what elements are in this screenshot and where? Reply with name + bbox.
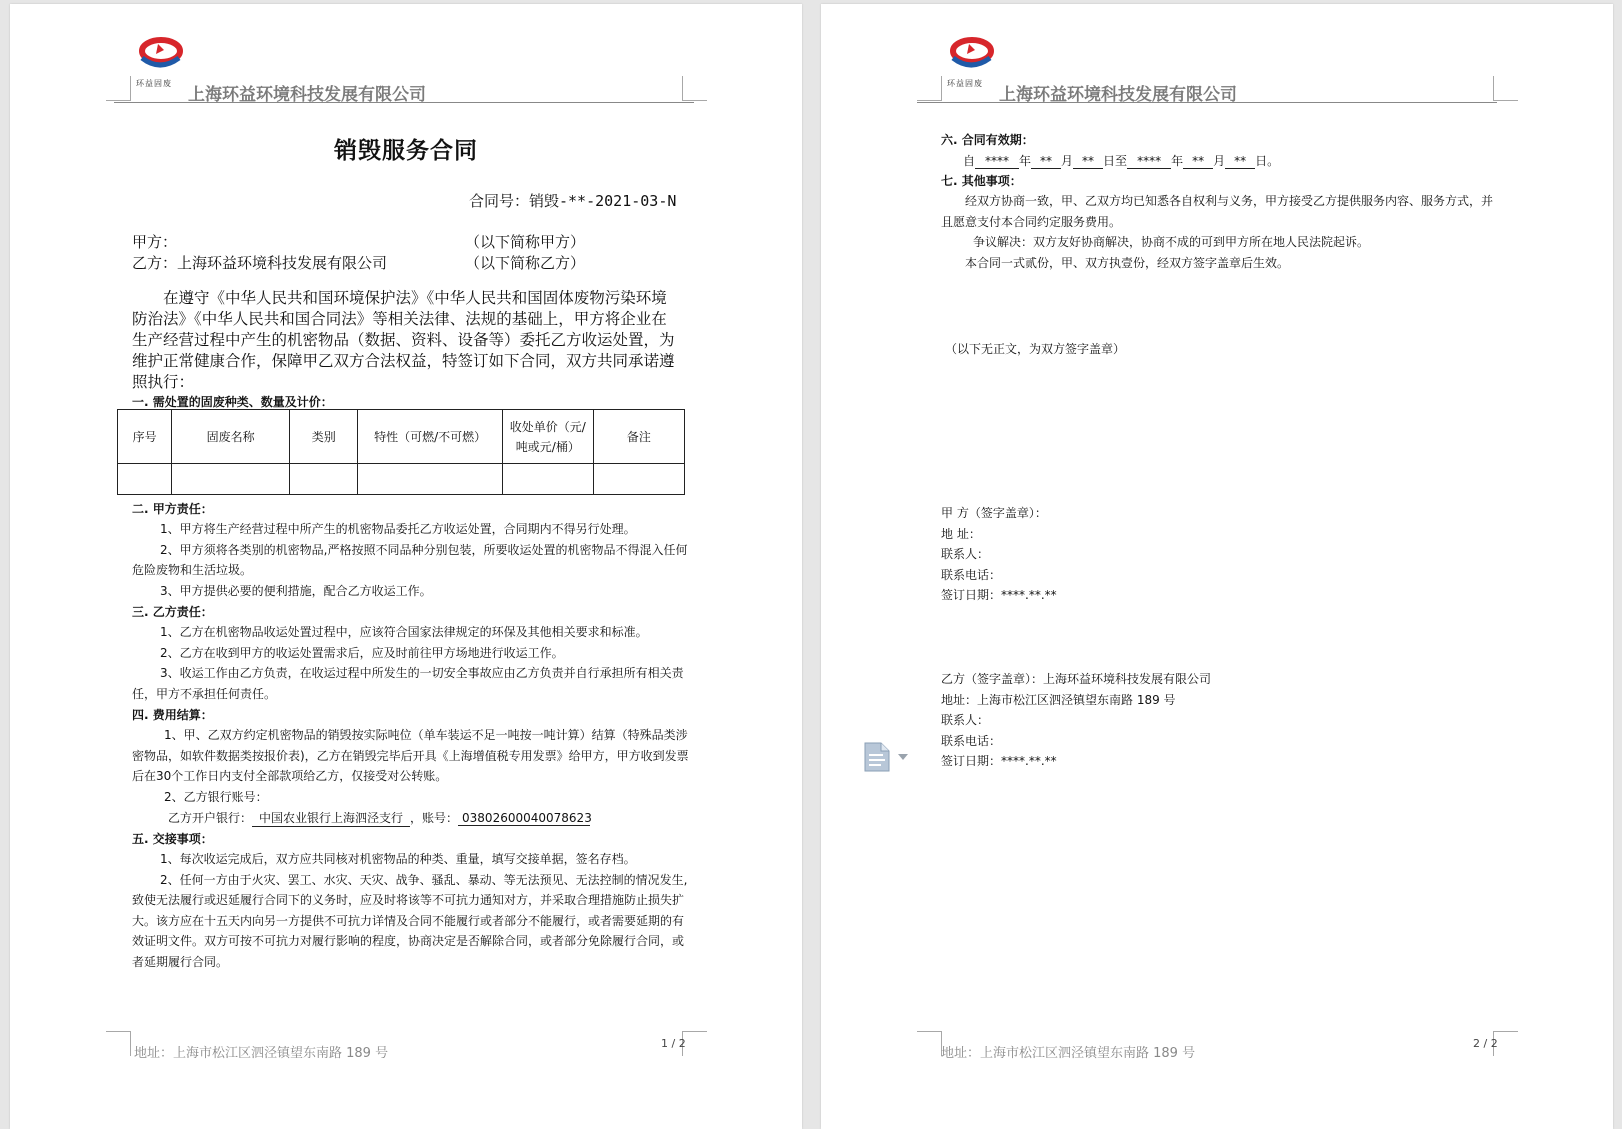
- validity-period: [963, 152, 1279, 169]
- section-2-body: [132, 519, 694, 601]
- contract-number: 合同号：销毁-**-2021-03-N: [469, 192, 677, 210]
- table-cell[interactable]: [172, 464, 290, 495]
- body-line: 危险废物和生活垃圾。: [132, 563, 253, 577]
- party-a-note: （以下简称甲方）: [465, 233, 586, 251]
- body-line: 3、收运工作由乙方负责，在收运过程中所发生的一切安全事故应由乙方负责并自行承担所有相关责: [160, 666, 684, 680]
- body-line: 1、每次收运完成后，双方应共同核对机密物品的种类、重量，填写交接单据，签名存档。: [160, 852, 636, 866]
- intro-line: 防治法》《中华人民共和国合同法》等相关法律、法规的基础上，甲方将企业在: [132, 310, 667, 328]
- signature-line: 地 址：: [941, 526, 981, 541]
- body-line: 2、乙方银行账号：: [164, 789, 268, 804]
- bank-label: 乙方开户银行：: [168, 811, 253, 825]
- document-title: 销毁服务合同: [334, 138, 478, 164]
- party-a-label: 甲方：: [132, 233, 178, 251]
- bank-info-line: [168, 809, 590, 827]
- validity-end: 日。: [1255, 154, 1280, 168]
- col-header-waste-name: 固废名称: [172, 410, 290, 464]
- signature-line: 联系人：: [941, 713, 990, 727]
- waste-fee-table: [117, 409, 685, 495]
- body-line: 经双方协商一致，甲、乙双方均已知悉各自权利与义务，甲方接受乙方提供服务内容、服务方式，并: [965, 194, 1494, 208]
- corner-mark: [917, 1031, 942, 1056]
- body-line: 2、甲方须将各类别的机密物品,严格按照不同品种分别包装，所要收运处置的机密物品不得混入任何: [160, 542, 688, 557]
- paste-options-dropdown-icon[interactable]: [898, 754, 908, 760]
- section-3-body: [132, 622, 694, 704]
- signature-line: 地址：上海市松江区泗泾镇望东南路 189 号: [941, 692, 1176, 707]
- header-rule: [917, 102, 1497, 103]
- validity-from: 自: [963, 154, 976, 168]
- logo-caption: 环益固废: [136, 79, 172, 88]
- col-header-category: 类别: [289, 410, 358, 464]
- start-year: ****: [975, 154, 1019, 169]
- corner-mark: [106, 1031, 131, 1056]
- body-line: 密物品，如软件数据类按报价表)，乙方在销毁完毕后开具《上海增值税专用发票》给甲方，甲方收到发票: [132, 748, 689, 763]
- section-4-body: [132, 725, 694, 807]
- account-number: 03802600040078623: [458, 811, 590, 826]
- body-line: 1、乙方在机密物品收运处置过程中，应该符合国家法律规定的环保及其他相关要求和标准。: [160, 625, 648, 639]
- start-day: **: [1073, 154, 1103, 169]
- validity-to: 日至: [1103, 154, 1128, 168]
- corner-mark: [682, 1031, 707, 1056]
- signature-line: 联系电话：: [941, 733, 1002, 748]
- no-more-text-note: （以下无正文，为双方签字盖章）: [945, 342, 1126, 356]
- body-line: 大。该方应在十五天内向另一方提供不可抗力详情及合同不能履行或者部分不能履行，或者需要延期的有: [132, 913, 685, 928]
- corner-mark: [917, 76, 942, 101]
- intro-line: 照执行：: [132, 373, 195, 391]
- section-7-body: [941, 191, 1497, 273]
- corner-mark: [682, 76, 707, 101]
- section-4-heading: 四. 费用结算：: [132, 708, 213, 722]
- body-line: 任，甲方不承担任何责任。: [132, 686, 277, 701]
- month-label: 月: [1061, 154, 1074, 168]
- body-line: 致使无法履行或迟延履行合同下的义务时，应及时将该等不可抗力通知对方，并采取合理措施防止损失扩: [132, 893, 685, 907]
- intro-line: 生产经营过程中产生的机密物品（数据、资料、设备等）委托乙方收运处置，为: [132, 331, 675, 349]
- start-month: **: [1031, 154, 1061, 169]
- signature-line: 签订日期：****.**.**: [941, 588, 1057, 602]
- signature-line: 联系电话：: [941, 567, 1002, 582]
- signature-line: 联系人：: [941, 547, 990, 561]
- section-5-body: [132, 849, 694, 972]
- party-b-label: 乙方：上海环益环境科技发展有限公司: [132, 254, 388, 272]
- section-7-heading: 七. 其他事项：: [941, 174, 1022, 188]
- body-line: 争议解决：双方友好协商解决，协商不成的可到甲方所在地人民法院起诉。: [973, 235, 1370, 249]
- table-cell[interactable]: [118, 464, 172, 495]
- signature-line: 甲 方（签字盖章）：: [941, 506, 1047, 520]
- body-line: 3、甲方提供必要的便利措施，配合乙方收运工作。: [160, 583, 432, 598]
- body-line: 后在30个工作日内支付全部款项给乙方，仅接受对公转账。: [132, 769, 448, 783]
- page-number: 1 / 2: [661, 1037, 686, 1050]
- table-cell[interactable]: [358, 464, 502, 495]
- bank-name: 中国农业银行上海泗泾支行: [252, 809, 410, 827]
- body-line: 者延期履行合同。: [132, 954, 229, 969]
- party-b-signature-block: [941, 669, 1341, 772]
- col-header-remarks: 备注: [593, 410, 684, 464]
- page-number: 2 / 2: [1473, 1037, 1498, 1050]
- document-page-2: [821, 4, 1613, 1129]
- year-label: 年: [1171, 154, 1184, 168]
- paste-options-icon[interactable]: [863, 741, 891, 773]
- table-cell[interactable]: [289, 464, 358, 495]
- unit-price-line: 吨或元/桶）: [515, 439, 580, 454]
- body-line: 且愿意支付本合同约定服务费用。: [941, 214, 1122, 229]
- col-header-unit-price: [502, 410, 593, 464]
- party-b-note: （以下简称乙方）: [465, 254, 586, 272]
- header-rule: [114, 102, 694, 103]
- party-a-signature-block: [941, 503, 1341, 606]
- footer-address: 地址：上海市松江区泗泾镇望东南路 189 号: [134, 1046, 389, 1061]
- account-label: ，账号：: [410, 811, 459, 825]
- body-line: 1、甲、乙双方约定机密物品的销毁按实际吨位（单车装运不足一吨按一吨计算）结算（特殊品类涉: [164, 728, 688, 742]
- section-3-heading: 三. 乙方责任：: [132, 605, 213, 619]
- intro-line: 维护正常健康合作，保障甲乙双方合法权益，特签订如下合同，双方共同承诺遵: [132, 352, 675, 370]
- month-label: 月: [1213, 154, 1226, 168]
- header-company-name: 上海环益环境科技发展有限公司: [999, 85, 1237, 105]
- table-row: [118, 464, 685, 495]
- document-page-1: [10, 4, 802, 1129]
- unit-price-line: 收处单价（元/: [509, 419, 586, 434]
- section-1-heading: 一. 需处置的固废种类、数量及计价：: [132, 395, 333, 409]
- year-label: 年: [1019, 154, 1032, 168]
- logo-caption: 环益固废: [947, 79, 983, 88]
- end-month: **: [1183, 154, 1213, 169]
- body-line: 2、任何一方由于火灾、罢工、水灾、天灾、战争、骚乱、暴动、等无法预见、无法控制的情况发生,: [160, 872, 688, 887]
- section-5-heading: 五. 交接事项：: [132, 832, 213, 846]
- table-cell[interactable]: [593, 464, 684, 495]
- end-year: ****: [1127, 154, 1171, 169]
- footer-address: 地址：上海市松江区泗泾镇望东南路 189 号: [941, 1046, 1196, 1061]
- end-day: **: [1225, 154, 1255, 169]
- body-line: 本合同一式贰份，甲、双方执壹份，经双方签字盖章后生效。: [965, 255, 1290, 270]
- col-header-index: 序号: [118, 410, 172, 464]
- intro-line: 在遵守《中华人民共和国环境保护法》《中华人民共和国固体废物污染环境: [163, 289, 667, 307]
- signature-line: 乙方（签字盖章）：上海环益环境科技发展有限公司: [941, 672, 1212, 686]
- section-2-heading: 二. 甲方责任：: [132, 502, 213, 516]
- signature-line: 签订日期：****.**.**: [941, 754, 1057, 768]
- header-company-name: 上海环益环境科技发展有限公司: [188, 85, 426, 105]
- body-line: 效证明文件。双方可按不可抗力对履行影响的程度，协商决定是否解除合同，或者部分免除履行合同，或: [132, 934, 685, 948]
- intro-paragraph: [132, 288, 692, 393]
- body-line: 1、甲方将生产经营过程中所产生的机密物品委托乙方收运处置，合同期内不得另行处理。: [160, 522, 636, 536]
- col-header-property: 特性（可燃/不可燃）: [358, 410, 502, 464]
- section-6-heading: 六. 合同有效期：: [941, 133, 1034, 147]
- table-cell[interactable]: [502, 464, 593, 495]
- corner-mark: [1493, 76, 1518, 101]
- body-line: 2、乙方在收到甲方的收运处置需求后，应及时前往甲方场地进行收运工作。: [160, 645, 564, 660]
- corner-mark: [106, 76, 131, 101]
